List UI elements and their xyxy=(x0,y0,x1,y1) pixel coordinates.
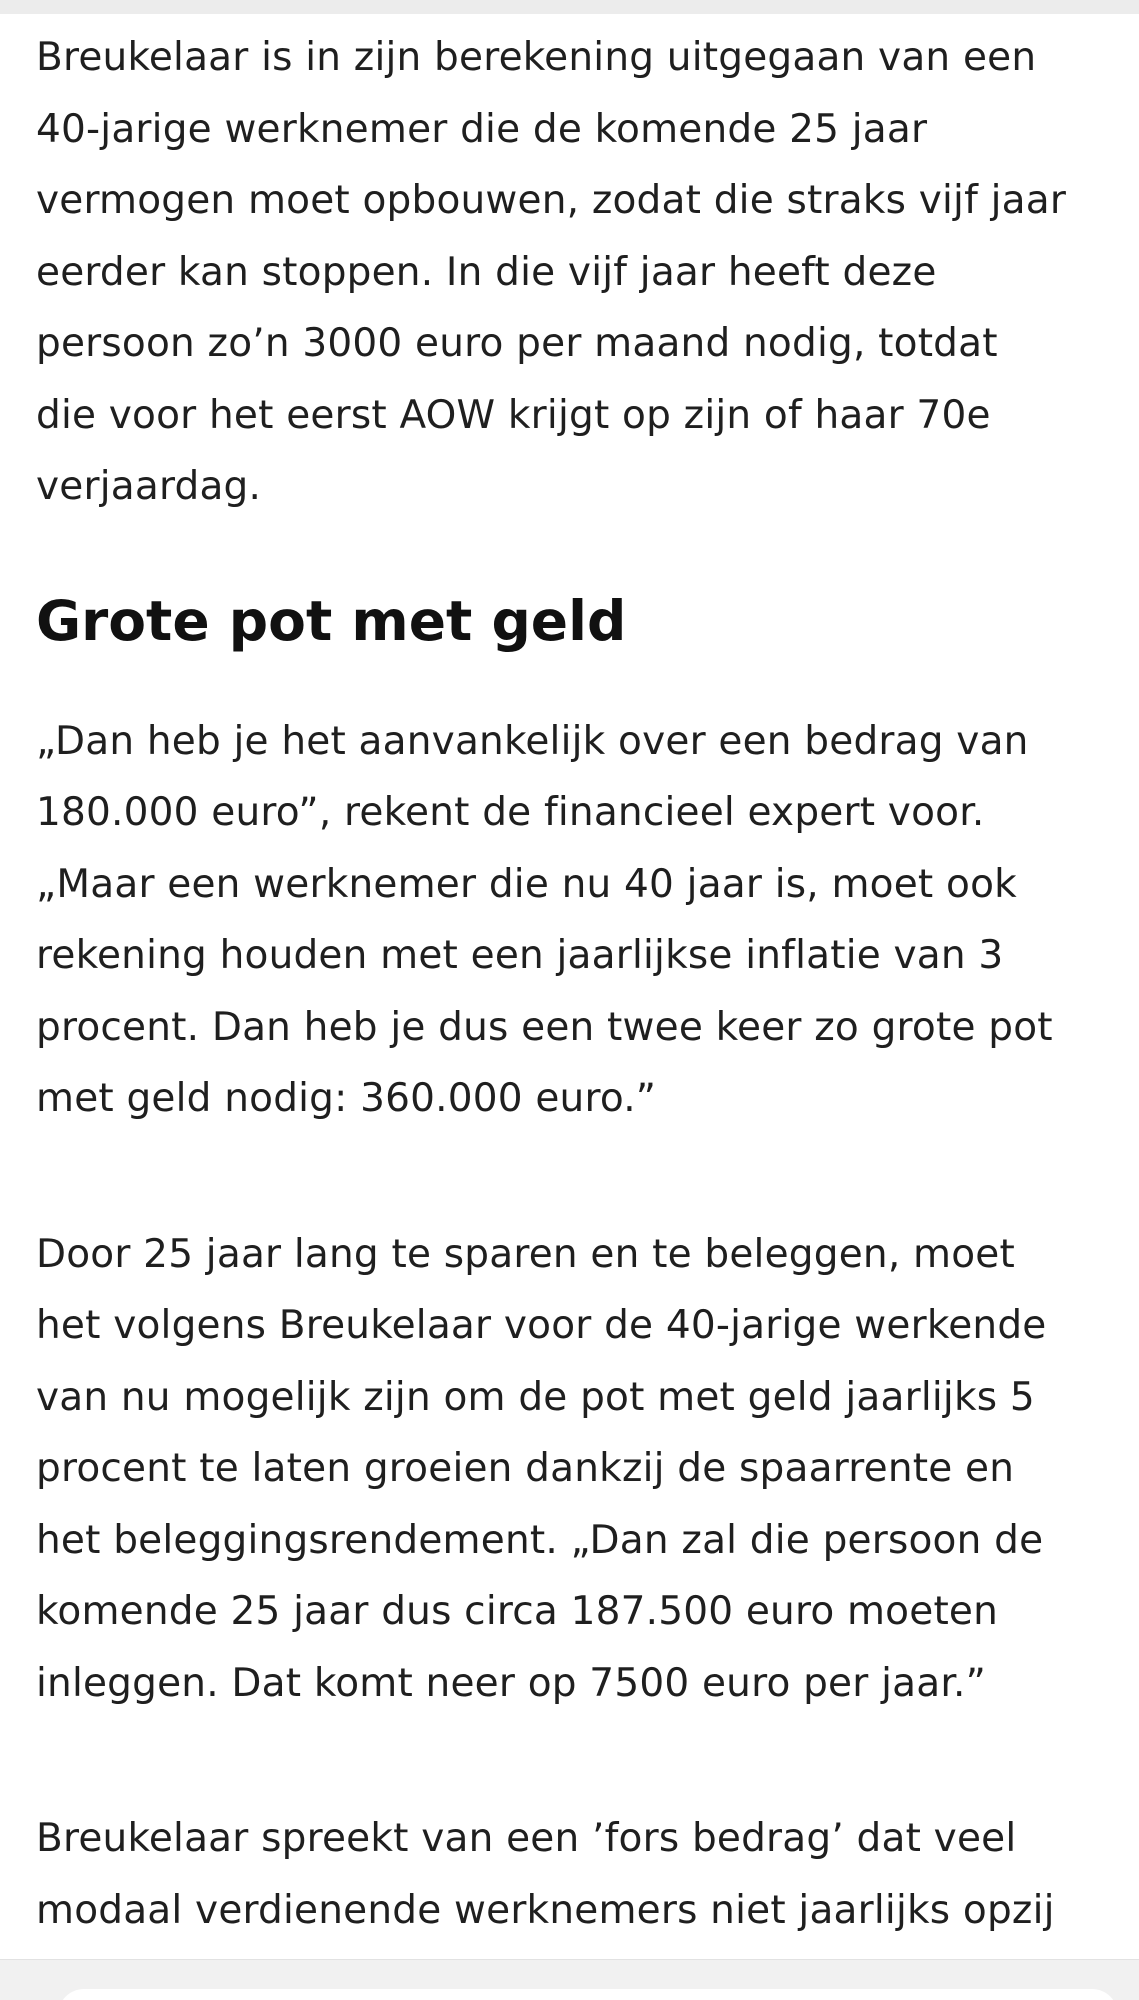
section-heading: Grote pot met geld xyxy=(36,588,627,653)
top-scroll-strip xyxy=(0,0,1139,14)
article-paragraph: „Dan heb je het aanvankelijk over een bedrag van 180.000 euro”, rekent de financieel expert voor. „Maar een werknemer die nu 40 jaar is, moet ook rekening houden met een jaarlijkse inflatie van 3 procent. Dan heb je dus een twee keer zo grote pot met geld nodig: 360.000 euro.” xyxy=(36,718,1053,1121)
bottom-sheet-handle[interactable] xyxy=(58,1989,1118,2000)
article-paragraph: Door 25 jaar lang te sparen en te beleggen, moet het volgens Breukelaar voor de 40-jarige werkende van nu mogelijk zijn om de pot met geld jaarlijks 5 procent te laten groeien dankzij de spaarrente en het beleggingsrendement. „Dan zal die persoon de komende 25 jaar dus circa 187.500 euro moeten inleggen. Dat komt neer op 7500 euro per jaar.” xyxy=(36,1231,1047,1706)
article-body xyxy=(36,22,1116,1946)
article-paragraph: Breukelaar is in zijn berekening uitgegaan van een 40-jarige werknemer die de komende 25 jaar vermogen moet opbouwen, zodat die straks vijf jaar eerder kan stoppen. In die vijf jaar heeft deze persoon zo’n 3000 euro per maand nodig, totdat die voor het eerst AOW krijgt op zijn of haar 70e verjaardag. xyxy=(36,35,1067,509)
article-paragraph: Breukelaar spreekt van een ’fors bedrag’ dat veel modaal verdienende werknemers niet jaarlijks opzij xyxy=(36,1816,1055,1933)
